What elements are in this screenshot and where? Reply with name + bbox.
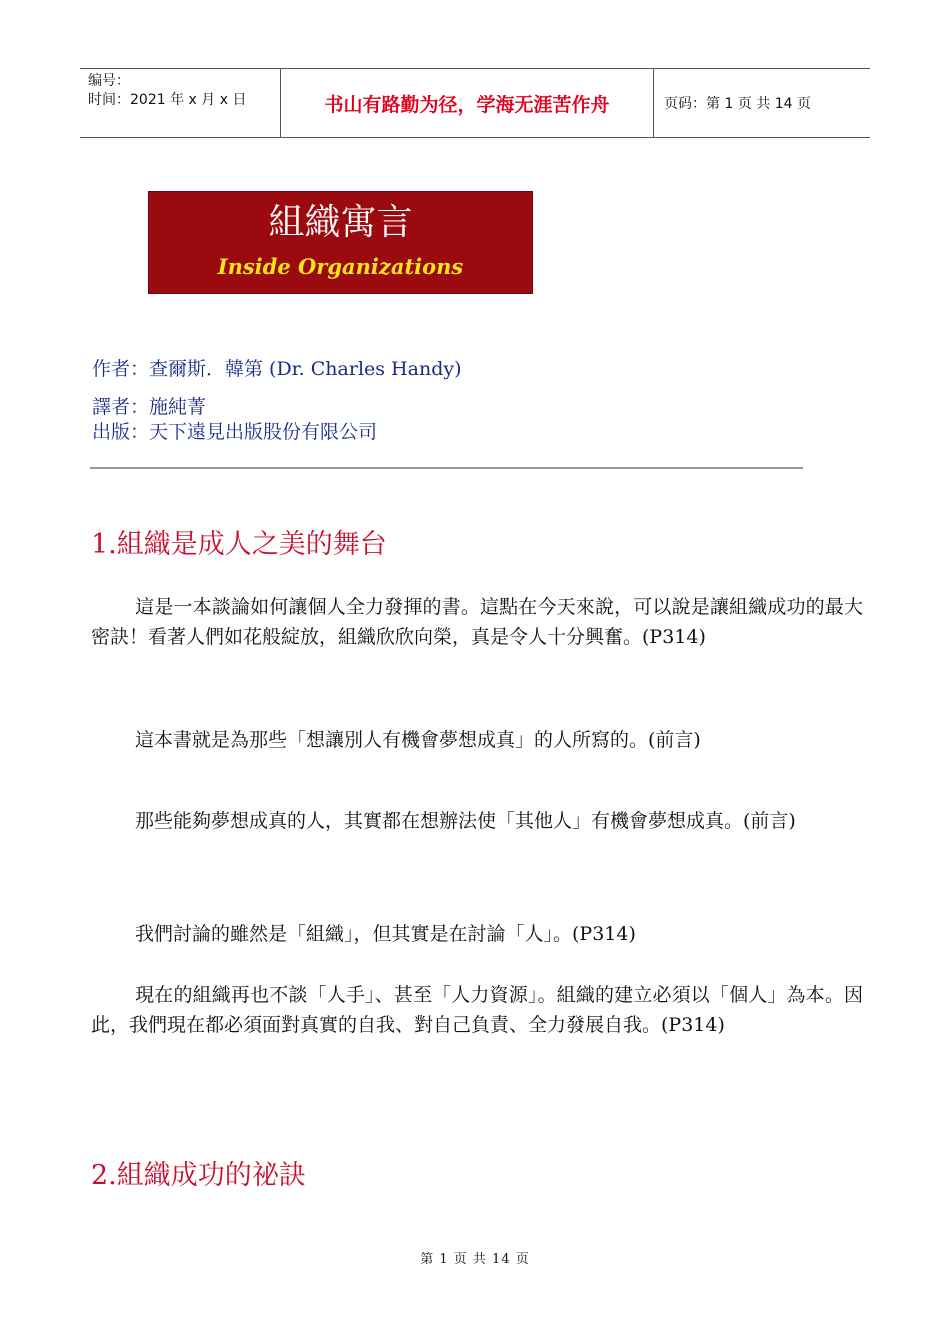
time-label: 时间：2021 年 x 月 x 日: [88, 92, 247, 108]
title-english: Inside Organizations: [217, 254, 464, 279]
translator-line: 譯者：施純菁: [92, 396, 207, 418]
paragraph-2: 這本書就是為那些「想讓別人有機會夢想成真」的人所寫的。(前言): [135, 729, 701, 751]
title-banner: [148, 191, 533, 294]
header-motto: 书山有路勤为径，学海无涯苦作舟: [281, 69, 654, 137]
paragraph-1: 這是一本談論如何讓個人全力發揮的書。這點在今天來說，可以說是讓組織成功的最大密訣！看著人們如花般綻放，組織欣欣向榮，真是令人十分興奮。(P314): [91, 596, 863, 648]
paragraph-5: 現在的組織再也不談「人手」、甚至「人力資源」。組織的建立必須以「個人」為本。因此，我們現在都必須面對真實的自我、對自己負責、全力發展自我。(P314): [91, 984, 863, 1036]
header-table: [80, 68, 870, 138]
divider: [90, 467, 803, 469]
header-page-label: 页码：第 1 页 共 14 页: [664, 96, 811, 112]
section-heading-1: 1.組織是成人之美的舞台: [91, 529, 387, 560]
paragraph-4: 我們討論的雖然是「組織」，但其實是在討論「人」。(P314): [135, 923, 636, 945]
header-info-cell: [80, 69, 281, 137]
title-chinese: 組織寓言: [268, 202, 413, 243]
page-footer: 第 1 页 共 14 页: [420, 1252, 530, 1267]
paragraph-3: 那些能夠夢想成真的人，其實都在想辦法使「其他人」有機會夢想成真。(前言): [135, 810, 796, 832]
publisher-line: 出版：天下遠見出版股份有限公司: [92, 421, 378, 443]
section-heading-2: 2.組織成功的祕訣: [91, 1160, 306, 1191]
number-label: 编号：: [88, 73, 130, 89]
author-line: 作者：查爾斯．韓第 (Dr. Charles Handy): [92, 358, 462, 380]
